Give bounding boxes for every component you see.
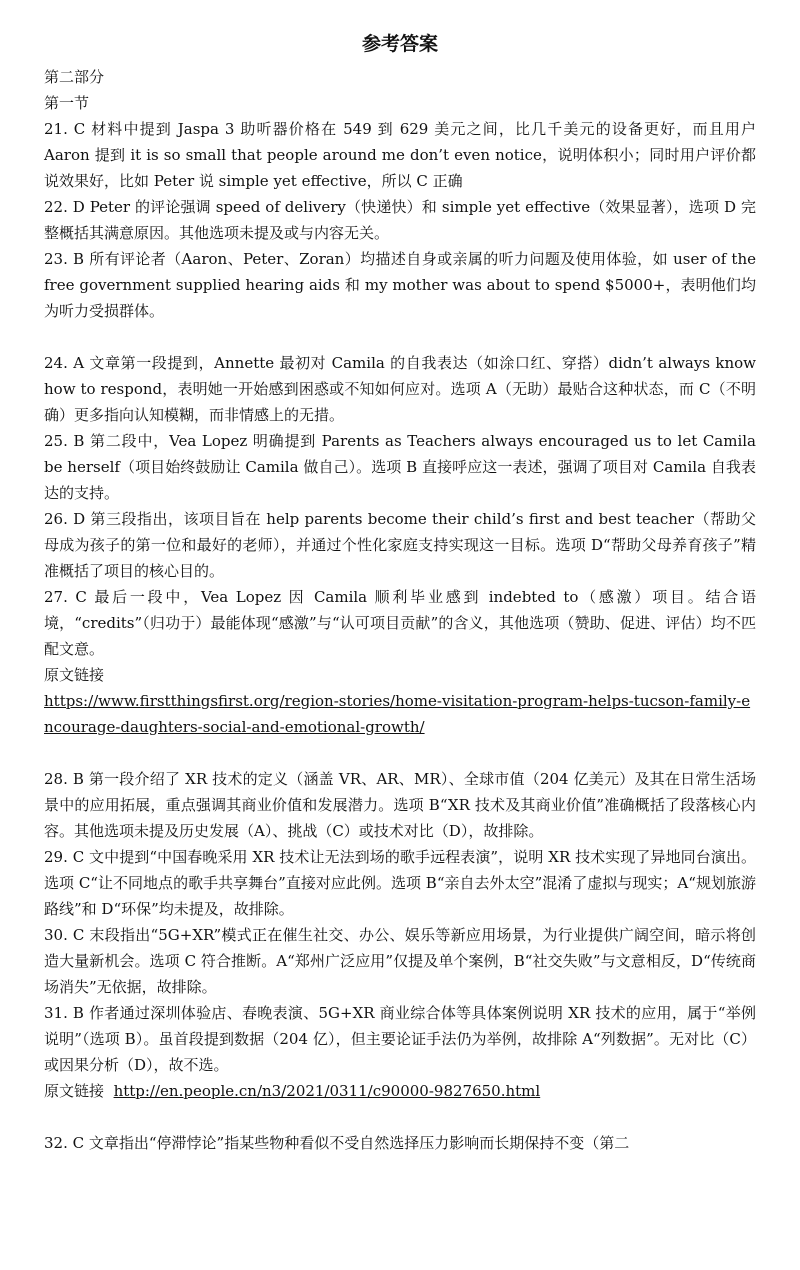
source-label: 原文链接 — [44, 1082, 105, 1100]
answer-28: 28. B 第一段介绍了 XR 技术的定义（涵盖 VR、AR、MR）、全球市值（204 亿美元）及其在日常生活场景中的应用拓展，重点强调其商业价值和发展潜力。选项 B“XR 技术及其商业价值”准确概括了段落核心内容。其他选项未提及历史发展（A）、挑战（C）或技术对比（D），故排除。 — [44, 770, 756, 840]
answer-23: 23. B 所有评论者（Aaron、Peter、Zoran）均描述自身或亲属的听力问题及使用体验，如 user of the free government supplied hearing aids 和 my mother was about to spend $5000+，表明他们均为听力受损群体。 — [44, 250, 756, 320]
source-line — [44, 1078, 756, 1104]
answer-22: 22. D Peter 的评论强调 speed of delivery（快递快）和 simple yet effective（效果显著），选项 D 完整概括其满意原因。其他选项未提及或与内容无关。 — [44, 198, 756, 242]
subsection-heading: 第一节 — [44, 94, 90, 112]
spacer — [44, 1104, 756, 1130]
answer-29: 29. C 文中提到“中国春晚采用 XR 技术让无法到场的歌手远程表演”，说明 XR 技术实现了异地同台演出。选项 C“让不同地点的歌手共享舞台”直接对应此例。选项 B“亲自去外太空”混淆了虚拟与现实；A“规划旅游路线”和 D“环保”均未提及，故排除。 — [44, 848, 756, 918]
answer-21: 21. C 材料中提到 Jaspa 3 助听器价格在 549 到 629 美元之间，比几千美元的设备更好，而且用户 Aaron 提到 it is so small that people around me don’t even notice，说明体积小；同时用户评价都说效果好，比如 Peter 说 simple yet effective，所以 C 正确 — [44, 120, 756, 190]
answer-31: 31. B 作者通过深圳体验店、春晚表演、5G+XR 商业综合体等具体案例说明 XR 技术的应用，属于“举例说明”（选项 B）。虽首段提到数据（204 亿），但主要论证手法仍为举例，故排除 A“列数据”。无对比（C）或因果分析（D），故不选。 — [44, 1004, 756, 1074]
answer-25: 25. B 第二段中，Vea Lopez 明确提到 Parents as Teachers always encouraged us to let Camila be herself（项目始终鼓励让 Camila 做自己）。选项 B 直接呼应这一表述，强调了项目对 Camila 自我表达的支持。 — [44, 432, 756, 502]
answer-32: 32. C 文章指出“停滞悖论”指某些物种看似不受自然选择压力影响而长期保持不变（第二 — [44, 1134, 630, 1152]
page-title: 参考答案 — [361, 33, 438, 55]
source-link[interactable]: https://www.firstthingsfirst.org/region-stories/home-visitation-program-helps-tucson-family-encourage-daughters-social-and-emotional-growth/ — [44, 692, 751, 736]
answer-24: 24. A 文章第一段提到，Annette 最初对 Camila 的自我表达（如涂口红、穿搭）didn’t always know how to respond，表明她一开始感到困惑或不知如何应对。选项 A（无助）最贴合这种状态，而 C（不明确）更多指向认知模糊，而非情感上的无措。 — [44, 354, 756, 424]
source-label: 原文链接 — [44, 666, 105, 684]
answer-27: 27. C 最后一段中，Vea Lopez 因 Camila 顺利毕业感到 indebted to（感激）项目。结合语境，“credits”（归功于）最能体现“感激”与“认可项目贡献”的含义，其他选项（赞助、促进、评估）均不匹配文意。 — [44, 588, 756, 658]
source-link[interactable]: http://en.people.cn/n3/2021/0311/c90000-9827650.html — [113, 1082, 541, 1100]
answer-30: 30. C 末段指出“5G+XR”模式正在催生社交、办公、娱乐等新应用场景，为行业提供广阔空间，暗示将创造大量新机会。选项 C 符合推断。A“郑州广泛应用”仅提及单个案例，B“社交失败”与文意相反，D“传统商场消失”无依据，故排除。 — [44, 926, 756, 996]
spacer — [44, 324, 756, 350]
spacer — [44, 740, 756, 766]
answer-26: 26. D 第三段指出，该项目旨在 help parents become their child’s first and best teacher（帮助父母成为孩子的第一位和最好的老师），并通过个性化家庭支持实现这一目标。选项 D“帮助父母养育孩子”精准概括了项目的核心目的。 — [44, 510, 756, 580]
section-heading: 第二部分 — [44, 68, 105, 86]
